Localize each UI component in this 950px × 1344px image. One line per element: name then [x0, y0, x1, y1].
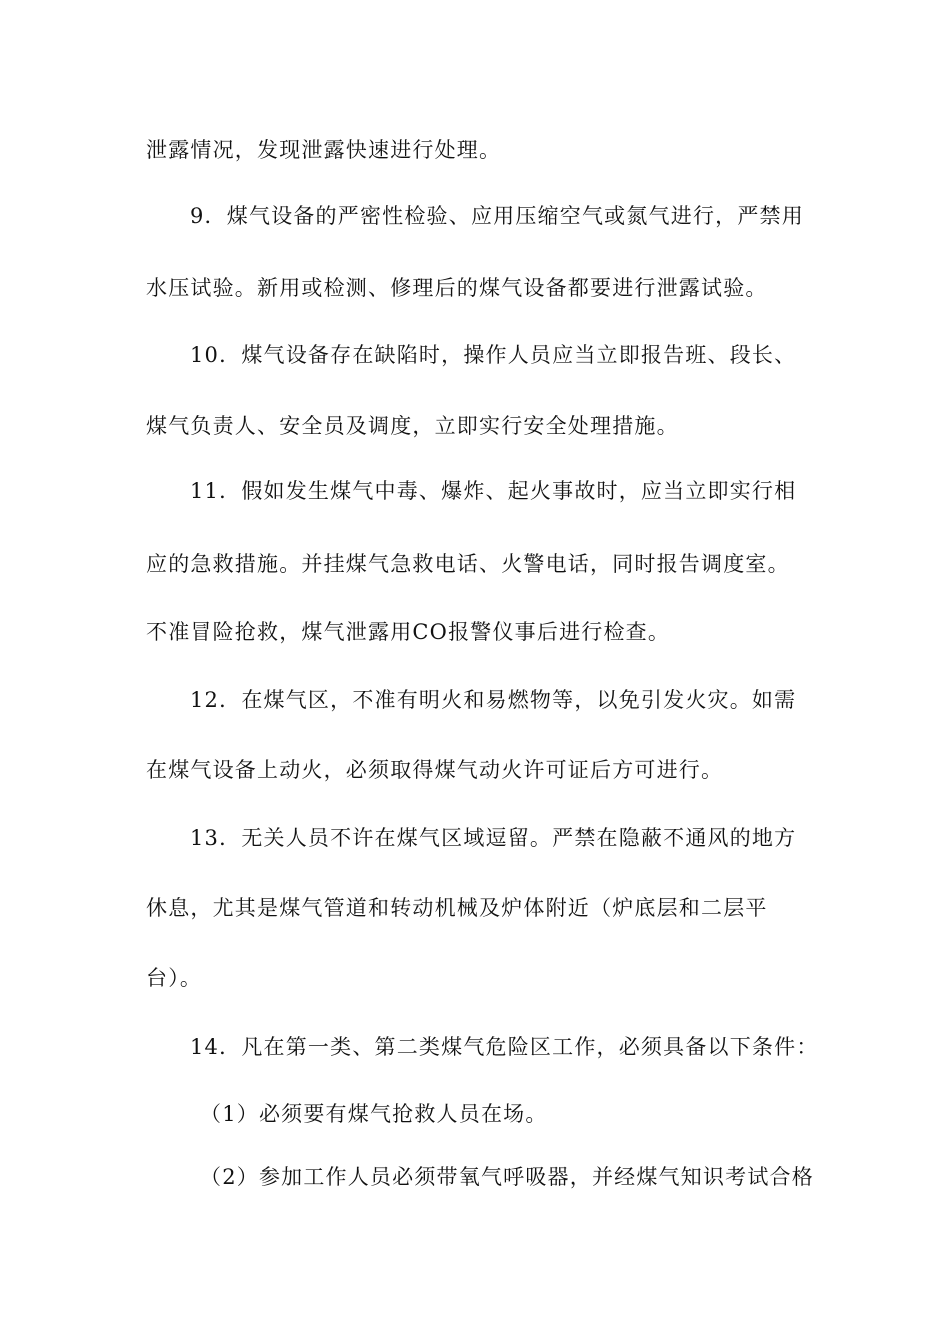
paragraph-line: （1）必须要有煤气抢救人员在场。: [200, 1102, 548, 1126]
paragraph-line: 台）。: [146, 966, 203, 990]
paragraph-line: 11．假如发生煤气中毒、爆炸、起火事故时，应当立即实行相: [190, 479, 797, 503]
paragraph-line: 13．无关人员不许在煤气区域逗留。严禁在隐蔽不通风的地方: [190, 826, 797, 850]
paragraph-line: 泄露情况，发现泄露快速进行处理。: [146, 138, 502, 162]
paragraph-line: 煤气负责人、安全员及调度，立即实行安全处理措施。: [146, 414, 679, 438]
paragraph-line: 14．凡在第一类、第二类煤气危险区工作，必须具备以下条件：: [190, 1035, 819, 1059]
paragraph-line: 在煤气设备上动火，必须取得煤气动火许可证后方可进行。: [146, 758, 724, 782]
paragraph-line: 水压试验。新用或检测、修理后的煤气设备都要进行泄露试验。: [146, 276, 768, 300]
paragraph-line: 10．煤气设备存在缺陷时，操作人员应当立即报告班、段长、: [190, 343, 797, 367]
paragraph-line: 不准冒险抢救，煤气泄露用CO报警仪事后进行检查。: [146, 620, 671, 644]
paragraph-line: 9．煤气设备的严密性检验、应用压缩空气或氮气进行，严禁用: [190, 204, 804, 228]
paragraph-line: 休息，尤其是煤气管道和转动机械及炉体附近（炉底层和二层平: [146, 896, 768, 920]
paragraph-line: 12．在煤气区，不准有明火和易燃物等，以免引发火灾。如需: [190, 688, 797, 712]
paragraph-line: 应的急救措施。并挂煤气急救电话、火警电话，同时报告调度室。: [146, 552, 790, 576]
paragraph-line: （2）参加工作人员必须带氧气呼吸器，并经煤气知识考试合格: [200, 1165, 814, 1189]
